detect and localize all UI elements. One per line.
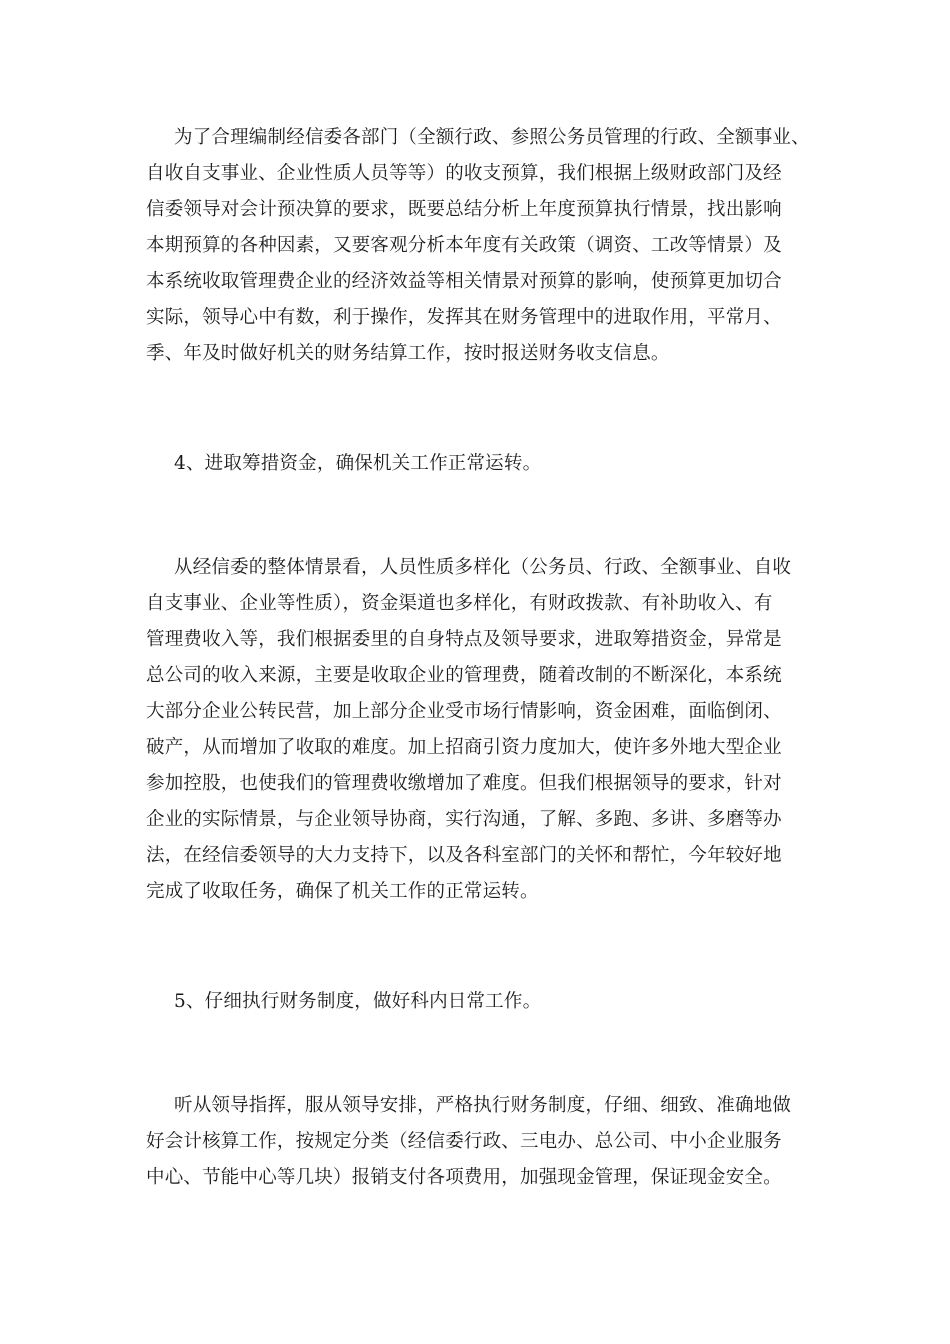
paragraph-1-line-4: 本期预算的各种因素，又要客观分析本年度有关政策（调资、工改等情景）及: [146, 235, 782, 256]
paragraph-1-line-2: 自收自支事业、企业性质人员等等）的收支预算，我们根据上级财政部门及经: [146, 163, 782, 184]
paragraph-3-line-4: 总公司的收入来源，主要是收取企业的管理费，随着改制的不断深化，本系统: [146, 665, 782, 686]
paragraph-1-line-7: 季、年及时做好机关的财务结算工作，按时报送财务收支信息。: [146, 343, 670, 364]
paragraph-5-line-3: 中心、节能中心等几块）报销支付各项费用，加强现金管理，保证现金安全。: [146, 1167, 782, 1188]
paragraph-3-line-10: 完成了收取任务，确保了机关工作的正常运转。: [146, 881, 539, 902]
paragraph-3-line-7: 参加控股，也使我们的管理费收缴增加了难度。但我们根据领导的要求，针对: [146, 773, 782, 794]
section-heading-5: 5、仔细执行财务制度，做好科内日常工作。: [174, 991, 542, 1012]
paragraph-3-line-9: 法，在经信委领导的大力支持下，以及各科室部门的关怀和帮忙，今年较好地: [146, 845, 782, 866]
section-heading-4: 4、进取筹措资金，确保机关工作正常运转。: [174, 453, 542, 474]
paragraph-1-line-5: 本系统收取管理费企业的经济效益等相关情景对预算的影响，使预算更加切合: [146, 271, 782, 292]
paragraph-3-line-6: 破产，从而增加了收取的难度。加上招商引资力度加大，使许多外地大型企业: [146, 737, 782, 758]
paragraph-1-line-1: 为了合理编制经信委各部门（全额行政、参照公务员管理的行政、全额事业、: [174, 127, 810, 148]
paragraph-1-line-3: 信委领导对会计预决算的要求，既要总结分析上年度预算执行情景，找出影响: [146, 199, 782, 220]
paragraph-3-line-2: 自支事业、企业等性质），资金渠道也多样化，有财政拨款、有补助收入、有: [146, 593, 773, 614]
paragraph-5-line-2: 好会计核算工作，按规定分类（经信委行政、三电办、总公司、中小企业服务: [146, 1131, 782, 1152]
paragraph-1-line-6: 实际，领导心中有数，利于操作，发挥其在财务管理中的进取作用，平常月、: [146, 307, 782, 328]
paragraph-3-line-8: 企业的实际情景，与企业领导协商，实行沟通，了解、多跑、多讲、多磨等办: [146, 809, 782, 830]
paragraph-3-line-5: 大部分企业公转民营，加上部分企业受市场行情影响，资金困难，面临倒闭、: [146, 701, 782, 722]
paragraph-3-line-3: 管理费收入等，我们根据委里的自身特点及领导要求，进取筹措资金，异常是: [146, 629, 782, 650]
paragraph-3-line-1: 从经信委的整体情景看，人员性质多样化（公务员、行政、全额事业、自收: [174, 557, 792, 578]
paragraph-5-line-1: 听从领导指挥，服从领导安排，严格执行财务制度，仔细、细致、准确地做: [174, 1095, 792, 1116]
